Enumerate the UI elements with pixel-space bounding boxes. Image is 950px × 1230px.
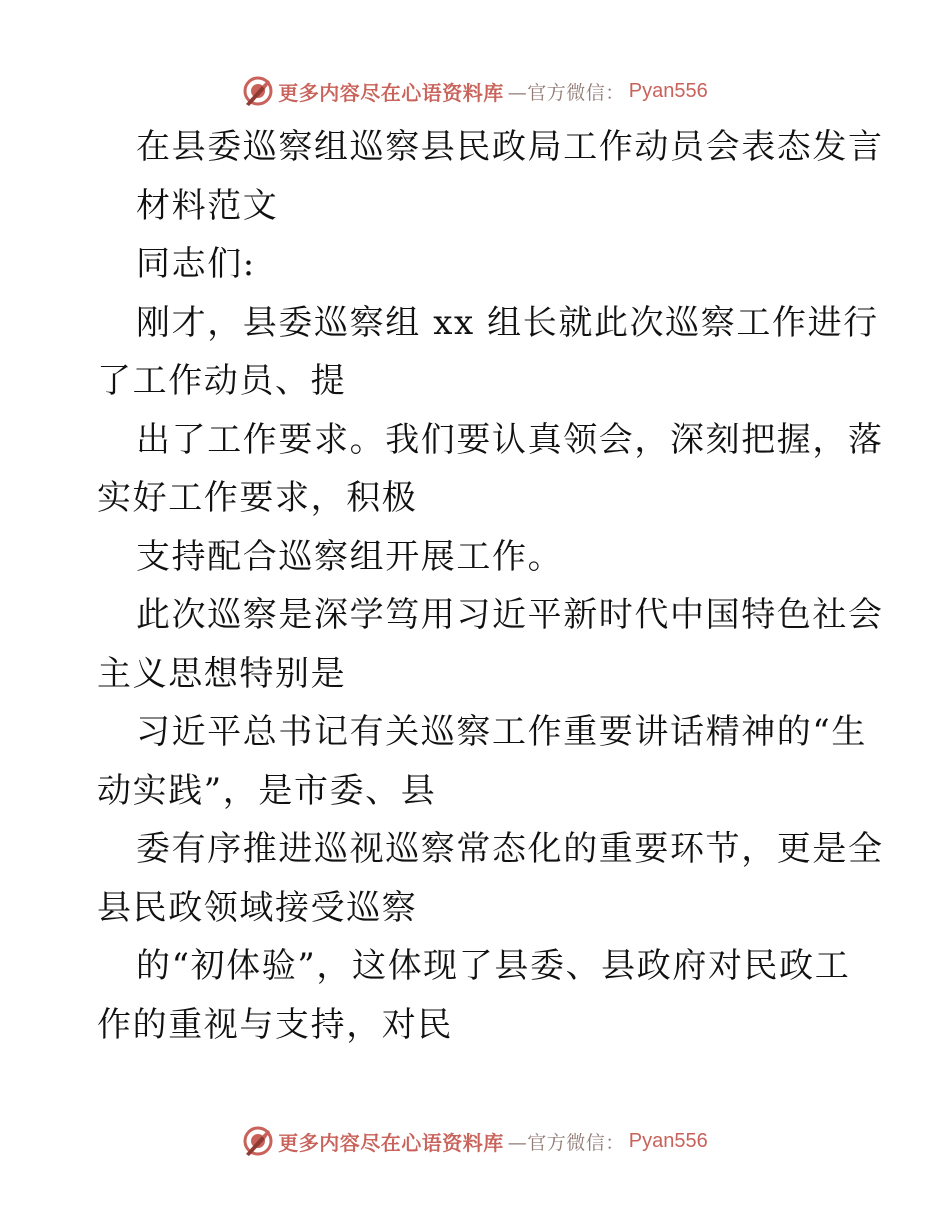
document-body: [97, 118, 884, 1054]
text-line: 委有序推进巡视巡察常态化的重要环节，更是全: [136, 829, 884, 869]
pen-logo-icon: [242, 75, 274, 107]
text-line: 实好工作要求，积极: [97, 478, 418, 518]
watermark-main-text: 更多内容尽在心语资料库: [278, 80, 504, 105]
text-line: 动实践”，是市委、县: [97, 770, 437, 811]
text-line: 刚才，县委巡察组 xx 组长就此次巡察工作进行: [136, 302, 879, 343]
watermark-id-text: Pyan556: [628, 79, 708, 102]
salutation-line: 同志们:: [136, 244, 256, 284]
watermark-id-text: Pyan556: [628, 1129, 708, 1152]
footer-watermark: [0, 1121, 950, 1161]
watermark-sub-text: —官方微信：: [507, 81, 625, 104]
text-line: 的“初体验”，这体现了县委、县政府对民政工: [136, 946, 851, 986]
text-line: 县民政领域接受巡察: [97, 887, 418, 928]
title-line-2: 材料范文: [136, 185, 279, 226]
text-line: 出了工作要求。我们要认真领会，深刻把握，落: [136, 419, 884, 460]
pen-logo-icon: [242, 1125, 274, 1157]
text-line: 习近平总书记有关巡察工作重要讲话精神的“生: [136, 712, 867, 752]
title-line-1: 在县委巡察组巡察县民政局工作动员会表态发言: [136, 127, 884, 167]
text-line: 作的重视与支持，对民: [97, 1004, 453, 1045]
header-watermark: [0, 71, 950, 111]
text-line: 了工作动员、提: [97, 361, 347, 401]
text-line: 此次巡察是深学笃用习近平新时代中国特色社会: [136, 595, 884, 635]
text-line: 支持配合巡察组开展工作。: [136, 536, 564, 577]
text-line: 主义思想特别是: [97, 653, 347, 694]
watermark-main-text: 更多内容尽在心语资料库: [278, 1130, 504, 1155]
watermark-sub-text: —官方微信：: [507, 1131, 625, 1154]
